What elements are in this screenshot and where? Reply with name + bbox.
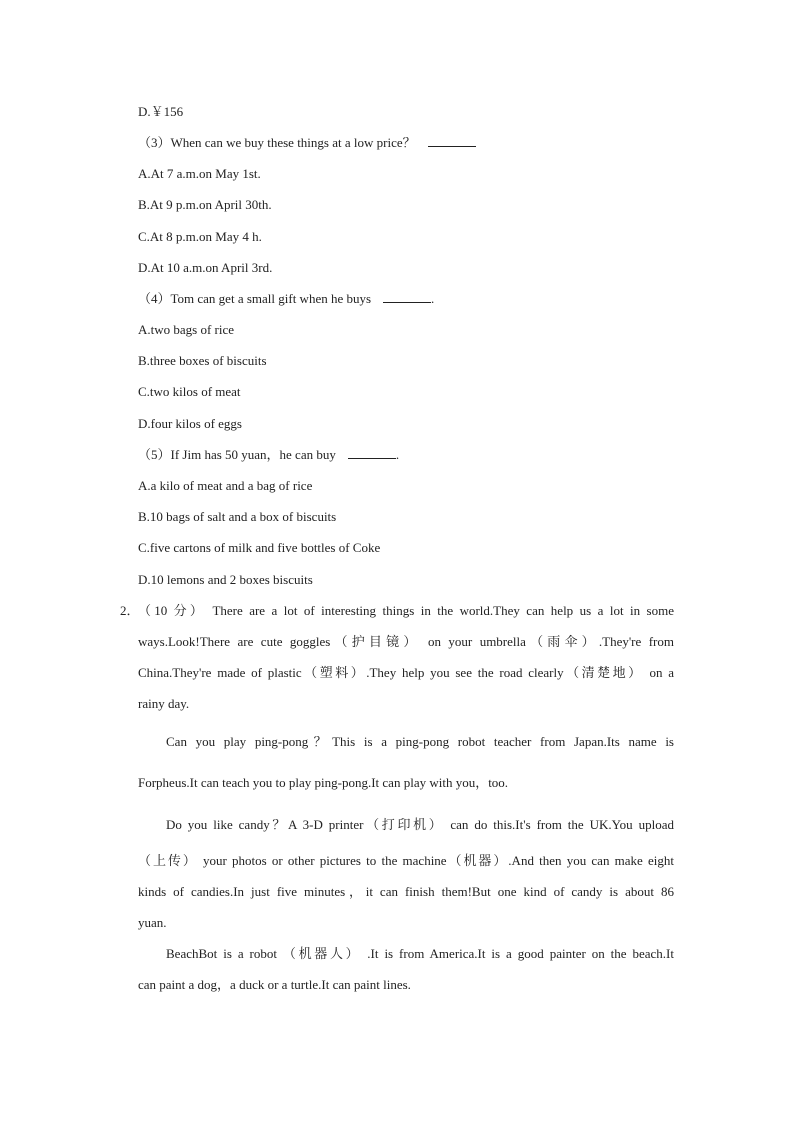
q2-para1-line4: rainy day.: [138, 696, 190, 711]
q2-para3-line3: kinds of candies.In just five minutes，it can finish them!But one kind of candy is about 86: [138, 884, 674, 899]
q1-sub4-end: .: [431, 291, 435, 306]
q2-para4-line2: can paint a dog，a duck or a turtle.It can paint lines.: [138, 977, 411, 992]
answer-blank: [348, 448, 396, 459]
q1-sub5-stem-text: （5）If Jim has 50 yuan，he can buy: [138, 447, 336, 462]
q1-sub3-stem-text: （3）When can we buy these things at a low price？: [138, 135, 416, 150]
answer-blank: [383, 292, 431, 303]
q2-para2-line2: Forpheus.It can teach you to play ping-pong.It can play with you，too.: [138, 775, 509, 790]
q1-sub5-end: .: [395, 447, 400, 462]
q1-sub4-option-b: B.three boxes of biscuits: [138, 353, 267, 368]
q2-para1-line2: ways.Look!There are cute goggles（护目镜） on your umbrella（雨伞）.They're from: [138, 634, 674, 649]
q1-sub3-stem: [138, 135, 476, 151]
q1-sub3-option-c: C.At 8 p.m.on May 4 h.: [138, 229, 262, 244]
q1-sub4-option-a: A.two bags of rice: [138, 322, 235, 337]
q1-sub4-option-c: C.two kilos of meat: [138, 384, 241, 399]
q1-sub4-stem-text: （4）Tom can get a small gift when he buys: [138, 291, 372, 306]
q1-sub3-option-b: B.At 9 p.m.on April 30th.: [138, 197, 272, 212]
q1-sub5-option-b: B.10 bags of salt and a box of biscuits: [138, 509, 337, 524]
q1-sub5-stem: [138, 447, 399, 463]
answer-blank: [428, 136, 476, 147]
q2-number: 2．: [120, 603, 140, 618]
q1-sub5-option-a: A.a kilo of meat and a bag of rice: [138, 478, 313, 493]
q2-para3-line4: yuan.: [138, 915, 167, 930]
q2-para1-line3: China.They're made of plastic（塑料）.They help you see the road clearly（清楚地） on a: [138, 665, 674, 680]
q2-para4-line1: BeachBot is a robot （机器人） .It is from America.It is a good painter on the beach.It: [166, 946, 674, 961]
q2-para2-line1: Can you play ping-pong？This is a ping-pong robot teacher from Japan.Its name is: [166, 734, 674, 749]
q1-sub5-option-c: C.five cartons of milk and five bottles of Coke: [138, 540, 381, 555]
q2-para1-line1: （10 分） There are a lot of interesting things in the world.They can help us a lot in some: [138, 603, 674, 618]
q1-sub4-stem: [138, 291, 434, 307]
q1-prev-option-d: D.￥156: [138, 104, 184, 119]
q1-sub5-option-d: D.10 lemons and 2 boxes biscuits: [138, 572, 313, 587]
q1-sub3-option-a: A.At 7 a.m.on May 1st.: [138, 166, 261, 181]
q1-sub4-option-d: D.four kilos of eggs: [138, 416, 242, 431]
q2-para3-line1: Do you like candy？A 3-D printer（打印机） can do this.It's from the UK.You upload: [166, 817, 674, 832]
q1-sub3-option-d: D.At 10 a.m.on April 3rd.: [138, 260, 273, 275]
q2-para3-line2: （上传） your photos or other pictures to the machine（机器）.And then you can make eight: [138, 853, 674, 868]
